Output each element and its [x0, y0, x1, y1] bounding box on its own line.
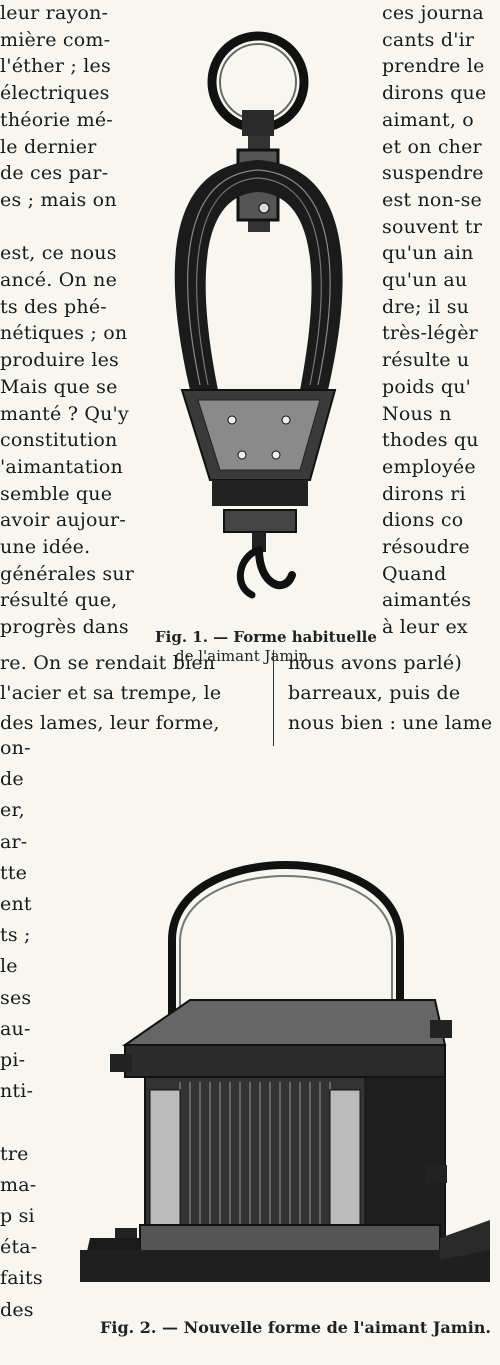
- text-line: pi-: [0, 1049, 26, 1071]
- text-line: nous bien : une lame: [288, 712, 493, 734]
- text-line: générales sur: [0, 562, 135, 585]
- text-line: ses: [0, 986, 32, 1009]
- figure1-caption-line1: Fig. 1. — Forme habituelle: [155, 628, 377, 646]
- text-line: ar-: [0, 830, 28, 853]
- text-line: de: [0, 768, 24, 791]
- text-line: barreaux, puis de: [288, 682, 461, 704]
- text-line: dre; il su: [382, 295, 470, 318]
- text-line: résulté que,: [0, 589, 118, 612]
- text-line: Quand: [382, 562, 447, 585]
- text-line: souvent tr: [382, 215, 483, 238]
- text-line: thodes qu: [382, 429, 479, 452]
- text-line: est non-se: [382, 188, 482, 211]
- text-line: Nous n: [382, 402, 452, 425]
- text-line: cants d'ir: [382, 28, 475, 51]
- text-line: ancé. On ne: [0, 269, 118, 291]
- text-line: ma-: [0, 1173, 37, 1196]
- text-line: ent: [0, 893, 32, 915]
- text-line: des lames, leur forme,: [0, 712, 220, 734]
- text-line: progrès dans: [0, 616, 129, 639]
- text-line: et on cher: [382, 135, 482, 158]
- text-line: er,: [0, 799, 25, 822]
- text-line: aimant, o: [382, 108, 474, 131]
- text-line: nétiques ; on: [0, 322, 128, 345]
- text-line: 'aimantation: [0, 455, 123, 478]
- text-line: avoir aujour-: [0, 509, 126, 532]
- text-line: le dernier: [0, 135, 97, 158]
- text-line: résulte u: [382, 349, 470, 372]
- text-line: qu'un au: [382, 269, 468, 291]
- text-line: es ; mais on: [0, 188, 117, 211]
- text-line: p si: [0, 1205, 35, 1227]
- text-line: on-: [0, 737, 31, 759]
- text-line: ts ;: [0, 924, 31, 947]
- text-line: semble que: [0, 482, 113, 505]
- text-line: de ces par-: [0, 162, 109, 185]
- text-line: à leur ex: [382, 616, 468, 639]
- text-line: des: [0, 1298, 34, 1321]
- text-line: re. On se rendait bien: [0, 652, 216, 674]
- text-line: ces journa: [382, 2, 484, 24]
- figure2-caption: Fig. 2. — Nouvelle forme de l'aimant Jamin.: [100, 1318, 491, 1337]
- text-line: produire les: [0, 349, 119, 372]
- text-line: aimantés: [382, 589, 472, 612]
- text-line: le: [0, 955, 18, 978]
- text-line: constitution: [0, 429, 118, 452]
- text-line: ts des phé-: [0, 295, 107, 318]
- text-line: employée: [382, 455, 476, 478]
- text-line: nti-: [0, 1080, 34, 1103]
- text-line: manté ? Qu'y: [0, 402, 129, 425]
- text-line: qu'un ain: [382, 242, 474, 265]
- text-line: éta-: [0, 1236, 38, 1259]
- text-line: tte: [0, 861, 28, 884]
- text-line: dirons que: [382, 82, 487, 105]
- text-line: au-: [0, 1017, 31, 1040]
- text-line: prendre le: [382, 55, 485, 78]
- text-line: dirons ri: [382, 482, 466, 505]
- text-line: est, ce nous: [0, 242, 117, 265]
- text-line: suspendre: [382, 162, 484, 185]
- figure1-magnet-illustration: [140, 10, 380, 610]
- text-line: leur rayon-: [0, 2, 109, 24]
- text-line: l'acier et sa trempe, le: [0, 682, 222, 704]
- text-line: mière com-: [0, 28, 111, 51]
- text-line: poids qu': [382, 375, 472, 398]
- text-line: une idée.: [0, 536, 91, 558]
- figure2-magnet-illustration: [80, 820, 500, 1290]
- text-line: électriques: [0, 82, 110, 105]
- text-line: très-légèr: [382, 322, 478, 345]
- text-line: nous avons parlé): [288, 652, 462, 674]
- text-line: l'éther ; les: [0, 55, 111, 78]
- text-line: théorie mé-: [0, 108, 113, 131]
- text-line: tre: [0, 1142, 29, 1165]
- text-line: faits: [0, 1267, 43, 1290]
- figure1-caption-line2: de l'aimant Jamin.: [175, 647, 313, 665]
- text-line: Mais que se: [0, 375, 118, 398]
- text-line: dions co: [382, 509, 464, 532]
- text-line: résoudre: [382, 536, 470, 558]
